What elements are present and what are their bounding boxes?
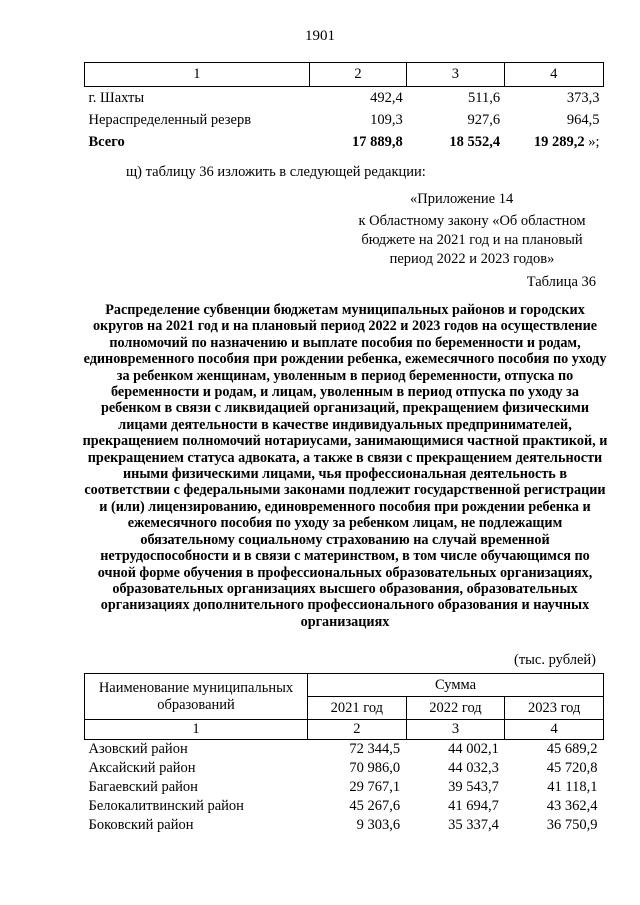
value-2021: 70 986,0 (349, 760, 401, 776)
table-row (85, 109, 604, 131)
value-2023: 41 118,1 (547, 779, 598, 795)
table-row (85, 797, 604, 816)
col-header-year: 2023 год (505, 697, 604, 720)
table-row (85, 87, 604, 110)
col-number: 4 (504, 63, 603, 87)
table-label: Таблица 36 (526, 274, 596, 290)
value-2022: 44 002,1 (448, 741, 499, 757)
page-number: 1901 (305, 28, 335, 44)
subvention-table (84, 673, 604, 835)
district-name: Багаевский район (88, 779, 198, 795)
appendix-title: «Приложение 14 (410, 191, 514, 207)
closing-quote: »; (584, 133, 600, 150)
total-2023: 19 289,2 (533, 133, 585, 150)
col-header-year: 2022 год (406, 697, 505, 720)
col-number: 3 (406, 720, 505, 740)
col-number: 1 (85, 63, 310, 87)
units-label: (тыс. рублей) (514, 652, 596, 668)
district-name: Белокалитвинский район (88, 798, 244, 814)
value-2022: 44 032,3 (448, 760, 499, 776)
row-name: Нераспределенный резерв (88, 111, 252, 128)
district-name: Азовский район (88, 741, 188, 757)
col-number: 3 (407, 63, 504, 87)
table-number-row (85, 720, 604, 740)
value-2021: 29 767,1 (349, 779, 401, 795)
value-2021: 109,3 (370, 111, 403, 128)
col-header-name: Наименование муниципальных образований (85, 674, 308, 720)
total-label: Всего (88, 133, 125, 150)
col-number: 2 (309, 63, 406, 87)
value-2023: 43 362,4 (546, 798, 598, 814)
value-2022: 927,6 (467, 111, 501, 128)
total-2022: 18 552,4 (449, 133, 501, 150)
value-2023: 45 720,8 (546, 760, 598, 776)
value-2022: 39 543,7 (448, 779, 499, 795)
total-row (85, 131, 604, 153)
col-number: 1 (85, 720, 308, 740)
col-header-year: 2021 год (308, 697, 407, 720)
table-row (85, 778, 604, 797)
table-row (85, 759, 604, 778)
row-name: г. Шахты (88, 89, 145, 106)
table-header-row (85, 63, 604, 87)
col-number: 2 (308, 720, 407, 740)
value-2021: 492,4 (370, 89, 403, 106)
value-2021: 72 344,5 (349, 741, 401, 757)
table-header-row (85, 674, 604, 697)
total-2023-cell (504, 131, 603, 153)
district-name: Аксайский район (88, 760, 196, 776)
value-2023: 373,3 (566, 89, 600, 106)
table-title: Распределение субвенции бюджетам муниципальных районов и городских округов на 2021 год и на плановый период 2022 и 2023 годов на осуществление полномочий по назначению и выплате пособия по беременности и родам, единовременного пособия при рождении ребенка, ежемесячного пособия по уходу за ребенком женщинам, уволенным в период беременности, отпуска по беременности и родам, и лицам, уволенным в период отпуска по уходу за ребенком в связи с ликвидацией организаций, прекращением физическими лицами деятельности в качестве индивидуальных предпринимателей, прекращением полномочий нотариусами, занимающимися частной практикой, и прекращением статуса адвоката, а также в связи с прекращением деятельности иными физическими лицами, чья профессиональная деятельность в соответствии с федеральными законами подлежит государственной регистрации и (или) лицензированию, единовременного пособия при рождении ребенка и ежемесячного пособия по уходу за ребенком лицам, не подлежащим обязательному социальному страхованию на случай временной нетрудоспособности и в связи с материнством, в том числе обучающимся по очной форме обучения в профессиональных образовательных организациях, образовательных организациях высшего образования, образовательных организациях дополнительного профессионального образования и научных организациях (82, 302, 608, 630)
instruction-text: щ) таблицу 36 изложить в следующей редакции: (126, 164, 426, 180)
col-header-sum: Сумма (308, 674, 604, 697)
table-row (85, 816, 604, 835)
value-2021: 9 303,6 (356, 817, 401, 833)
value-2021: 45 267,6 (349, 798, 401, 814)
value-2022: 41 694,7 (448, 798, 499, 814)
appendix-reference: к Областному закону «Об областном бюджете на 2021 год и на плановый период 2022 и 2023 годов» (358, 213, 586, 267)
col-number: 4 (505, 720, 604, 740)
value-2023: 45 689,2 (546, 741, 598, 757)
table-row (85, 740, 604, 760)
value-2023: 36 750,9 (546, 817, 598, 833)
budget-table-continuation (84, 62, 604, 153)
total-2021: 17 889,8 (351, 133, 403, 150)
district-name: Боковский район (88, 817, 194, 833)
value-2022: 511,6 (468, 89, 501, 106)
value-2022: 35 337,4 (448, 817, 499, 833)
value-2023: 964,5 (566, 111, 600, 128)
